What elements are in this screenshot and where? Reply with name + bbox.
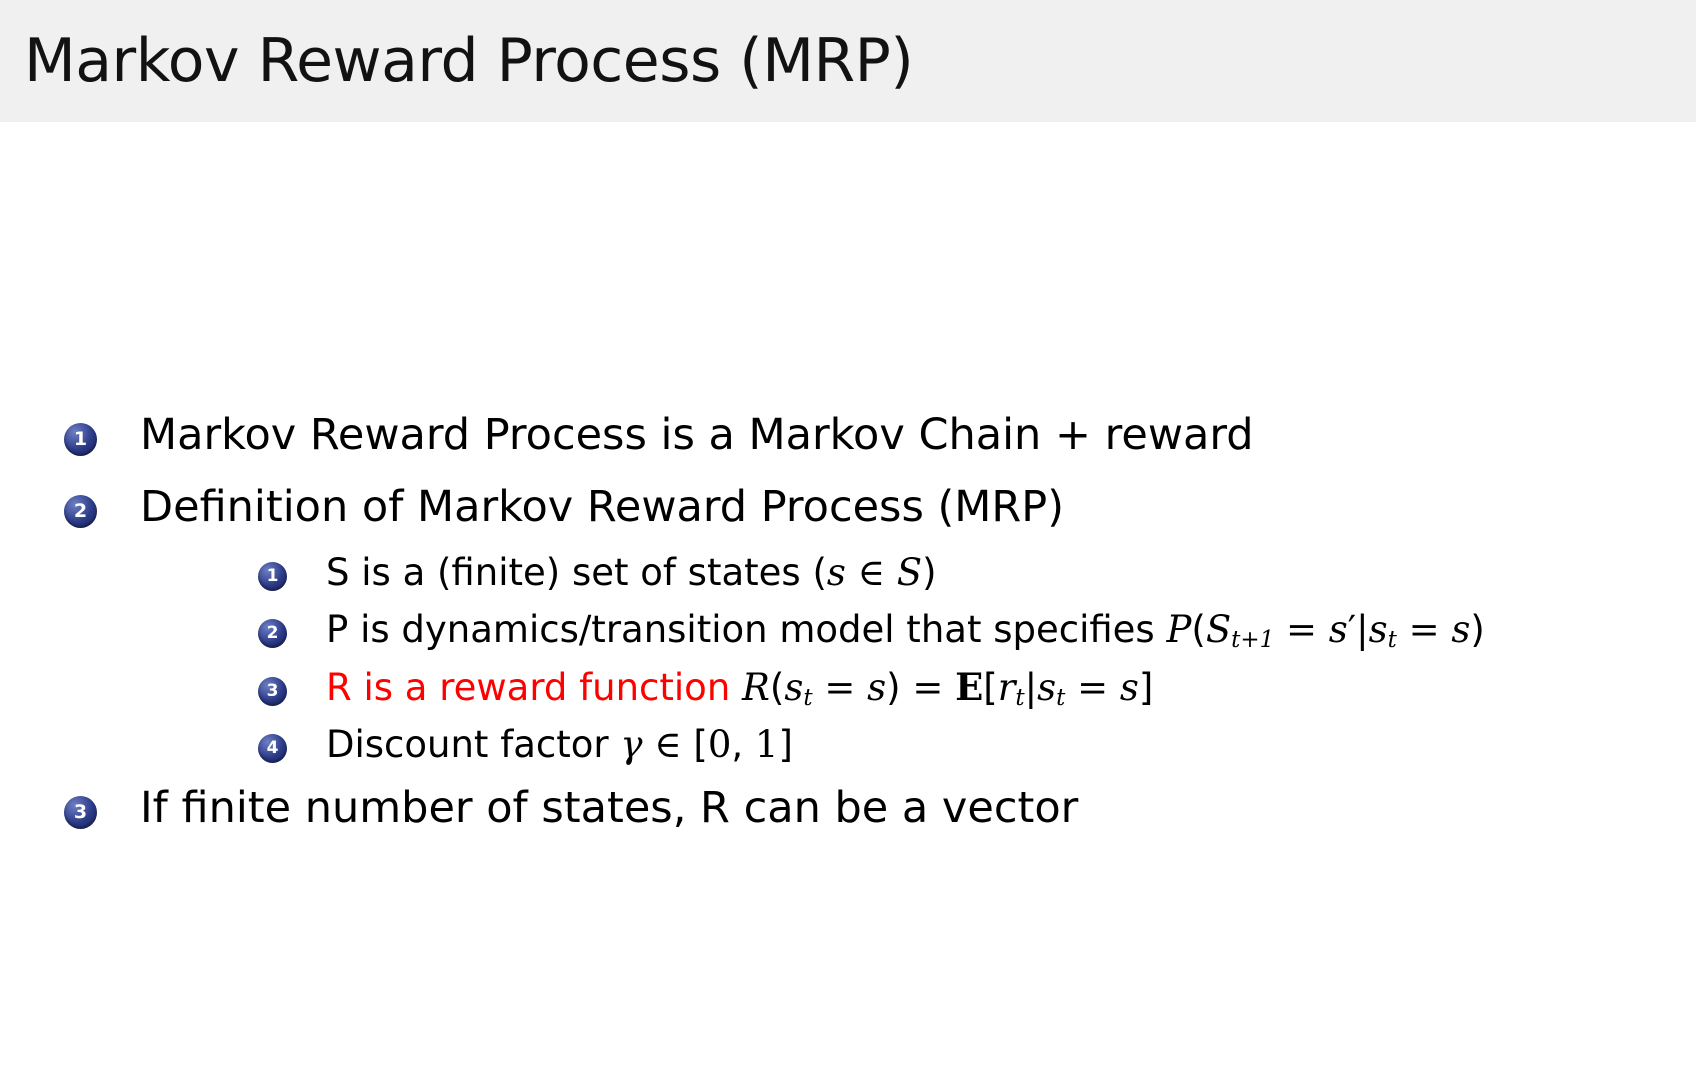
highlighted-text: R is a reward function (326, 665, 731, 709)
list-item-label: Definition of Markov Reward Process (MRP) (140, 481, 1064, 532)
list-item-label: P is dynamics/transition model that specifies $P(S_{t+1} = s'|s_t = s)$ (326, 607, 1485, 653)
bullet-number-icon: 1 (64, 423, 97, 456)
list-item-label: If finite number of states, R can be a vector (140, 783, 1079, 834)
page-title: Markov Reward Process (MRP) (24, 26, 914, 96)
bullet-number-icon: 2 (64, 495, 97, 528)
list-item-label: Markov Reward Process is a Markov Chain + reward (140, 410, 1254, 460)
list-item-label: R is a reward function $R(s_t = s) = E[r_t|s_t = s]$ (326, 664, 1154, 711)
list-item (64, 400, 1696, 472)
bullet-number-icon: 4 (258, 734, 287, 763)
list-item (258, 544, 1696, 601)
list-item (258, 659, 1696, 717)
bullet-number-icon: 3 (64, 796, 97, 829)
bullet-list-level1 (0, 400, 1696, 845)
slide-title-bar (0, 0, 1696, 122)
bullet-number-icon: 3 (258, 677, 287, 706)
list-item-label: S is a (finite) set of states (s ∈ S) (326, 550, 937, 594)
bullet-number-icon: 2 (258, 619, 287, 648)
bullet-number-icon: 1 (258, 562, 287, 591)
slide-content (0, 400, 1696, 845)
list-item (258, 601, 1696, 659)
bullet-list-level2 (140, 544, 1696, 774)
list-item-label: Discount factor γ ∈ [0, 1] (326, 723, 793, 767)
list-item (258, 716, 1696, 773)
list-item (64, 472, 1696, 774)
list-item (64, 773, 1696, 845)
